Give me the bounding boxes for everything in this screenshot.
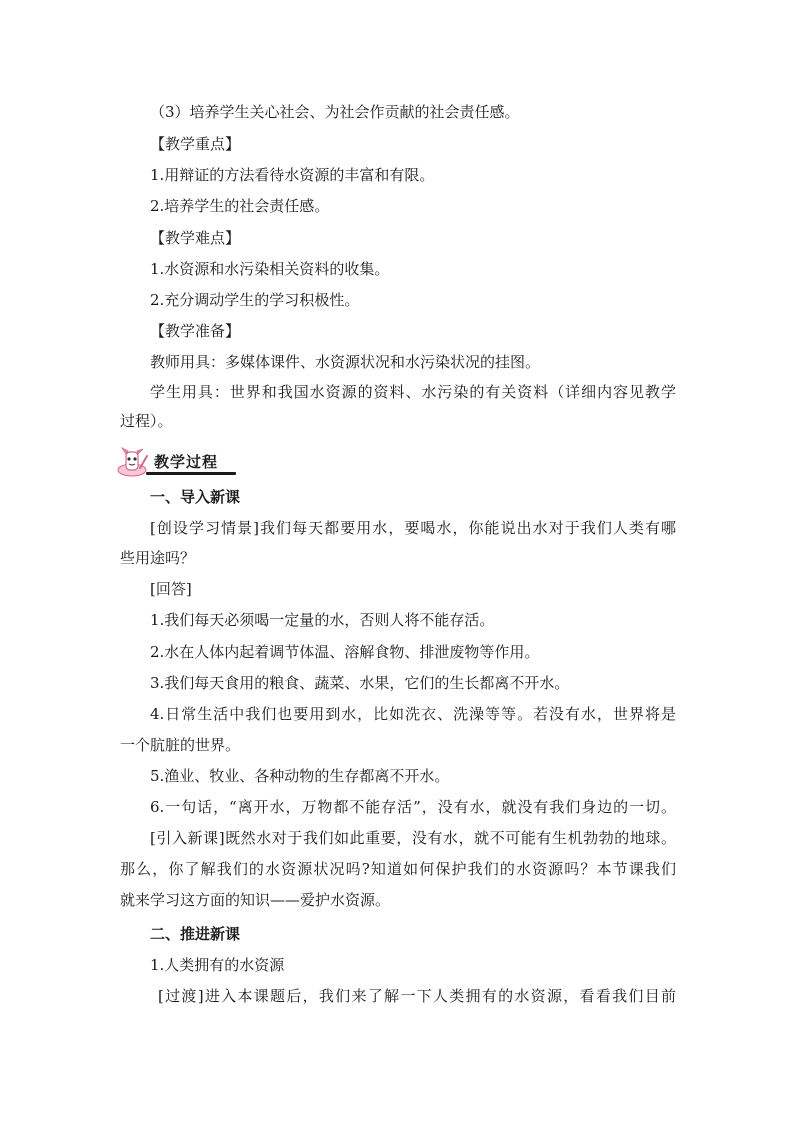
preparation-heading: 【教学准备】 <box>150 322 241 340</box>
answer-item: 1.我们每天必须喝一定量的水，否则人将不能存活。 <box>150 611 495 629</box>
teaching-goal-3: （3）培养学生关心社会、为社会作贡献的社会责任感。 <box>150 103 520 121</box>
key-point-item: 2.培养学生的社会责任感。 <box>150 197 330 215</box>
learning-situation-line: 些用途吗？ <box>120 549 196 567</box>
answer-item: 4.日常生活中我们也要用到水，比如洗衣、洗澡等等。若没有水，世界将是 <box>150 705 676 723</box>
answer-item: 3.我们每天食用的粮食、蔬菜、水果，它们的生长都离不开水。 <box>150 674 570 692</box>
answer-item: 6.一句话，“离开水，万物都不能存活”，没有水，就没有我们身边的一切。 <box>150 798 676 816</box>
student-materials-line: 过程）。 <box>120 412 173 430</box>
teacher-materials: 教师用具：多媒体课件、水资源状况和水污染状况的挂图。 <box>150 353 541 371</box>
teaching-process-header <box>116 446 236 478</box>
answer-item: 2.水在人体内起着调节体温、溶解食物、排泄废物等作用。 <box>150 643 540 661</box>
student-materials-line: 学生用具：世界和我国水资源的资料、水污染的有关资料（详细内容见教学 <box>150 383 676 401</box>
difficult-points-heading: 【教学难点】 <box>150 229 241 247</box>
learning-situation-line: [创设学习情景]我们每天都要用水，要喝水，你能说出水对于我们人类有哪 <box>150 519 676 537</box>
teaching-process-title: 教学过程 <box>154 453 219 471</box>
key-points-heading: 【教学重点】 <box>150 135 241 153</box>
new-lesson-line: 那么，你了解我们的水资源状况吗?知道如何保护我们的水资源吗？本节课我们 <box>120 860 676 878</box>
difficult-point-item: 2.充分调动学生的学习积极性。 <box>150 291 360 309</box>
answer-item: 5.渔业、牧业、各种动物的生存都离不开水。 <box>150 767 450 785</box>
subsection-heading: 1.人类拥有的水资源 <box>150 956 285 974</box>
answer-item: 一个肮脏的世界。 <box>120 736 241 754</box>
section-2-heading: 二、推进新课 <box>150 925 241 943</box>
answer-label: [回答] <box>150 580 192 598</box>
header-underline <box>146 472 236 475</box>
transition-line: [过渡]进入本课题后，我们来了解一下人类拥有的水资源，看看我们目前 <box>158 987 676 1005</box>
new-lesson-line: 就来学习这方面的知识——爱护水资源。 <box>120 891 391 909</box>
difficult-point-item: 1.水资源和水污染相关资料的收集。 <box>150 260 390 278</box>
section-1-heading: 一、导入新课 <box>150 488 241 506</box>
new-lesson-line: [引入新课]既然水对于我们如此重要，没有水，就不可能有生机勃勃的地球。 <box>150 829 676 847</box>
key-point-item: 1.用辩证的方法看待水资源的丰富和有限。 <box>150 166 435 184</box>
cartoon-pencil-icon <box>116 446 150 478</box>
